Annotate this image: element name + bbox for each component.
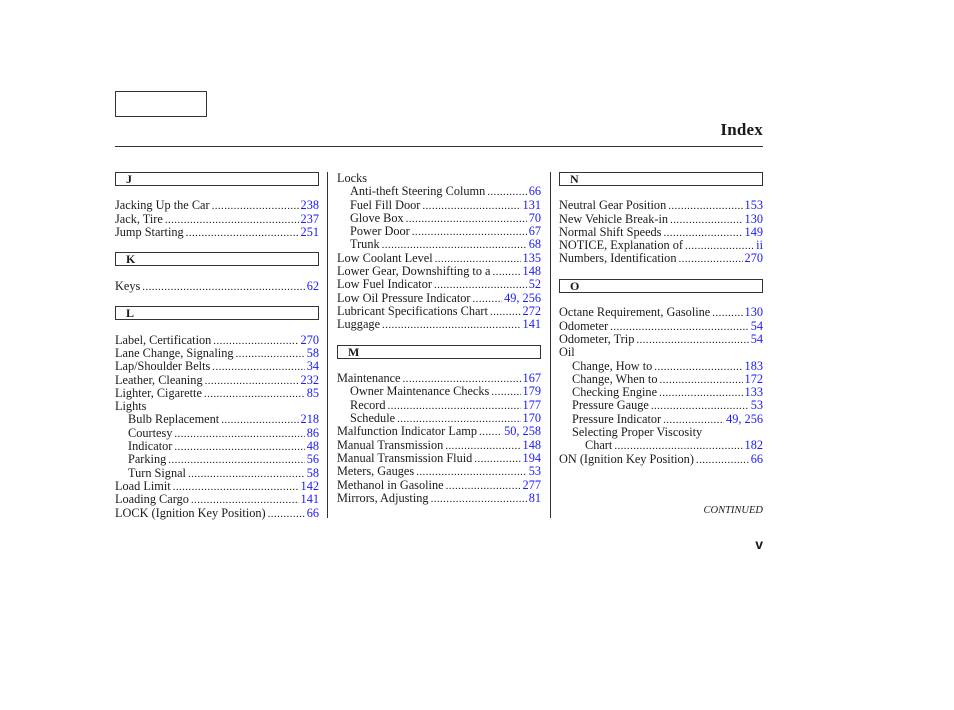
- page-reference-link[interactable]: 232: [300, 372, 319, 387]
- entry-label: Record: [350, 397, 386, 412]
- spacer: [337, 359, 541, 372]
- dot-leader: [491, 385, 520, 398]
- dot-leader: [397, 412, 520, 425]
- index-entry[interactable]: [559, 213, 763, 226]
- index-entry[interactable]: [559, 199, 763, 212]
- entry-label: Pressure Indicator: [572, 411, 662, 426]
- dot-leader: [712, 306, 742, 319]
- entry-label: Change, When to: [572, 371, 658, 386]
- entry-label: Low Coolant Level: [337, 250, 433, 265]
- entry-label: Selecting Proper Viscosity: [572, 425, 703, 440]
- page-reference-link[interactable]: 183: [744, 358, 763, 373]
- index-entry[interactable]: [115, 334, 319, 347]
- page-reference-link[interactable]: 148: [522, 437, 541, 452]
- dot-leader: [186, 226, 299, 239]
- index-entry[interactable]: [337, 292, 541, 305]
- dot-leader: [445, 439, 520, 452]
- page-reference-link[interactable]: 67: [528, 224, 541, 239]
- page-reference-link[interactable]: 218: [300, 412, 319, 427]
- entry-label: Label, Certification: [115, 332, 212, 347]
- page-reference-link[interactable]: 277: [522, 477, 541, 492]
- letter-heading: K: [115, 252, 319, 266]
- page-reference-link[interactable]: 237: [300, 211, 319, 226]
- entry-label: Normal Shift Speeds: [559, 224, 662, 239]
- page-reference-link[interactable]: 50, 258: [504, 424, 541, 439]
- dot-leader: [173, 480, 299, 493]
- page-reference-link[interactable]: 270: [744, 251, 763, 266]
- entry-label: Lane Change, Signaling: [115, 345, 234, 360]
- spacer: [115, 320, 319, 333]
- entry-label: Maintenance: [337, 371, 401, 386]
- index-entry[interactable]: [337, 265, 541, 278]
- dot-leader: [422, 199, 520, 212]
- page-reference-link[interactable]: 272: [522, 303, 541, 318]
- page-reference-link[interactable]: 66: [750, 451, 763, 466]
- dot-leader: [487, 185, 526, 198]
- page-reference-link[interactable]: 131: [522, 197, 541, 212]
- page-reference-link[interactable]: 177: [522, 397, 541, 412]
- dot-leader: [696, 453, 749, 466]
- page-reference-link[interactable]: 251: [300, 224, 319, 239]
- index-entry[interactable]: [337, 399, 541, 412]
- entry-label: Manual Transmission Fluid: [337, 450, 473, 465]
- dot-leader: [142, 280, 304, 293]
- page-reference-link[interactable]: 68: [528, 237, 541, 252]
- dot-leader: [654, 360, 742, 373]
- page-reference-link[interactable]: 54: [750, 331, 763, 346]
- dot-leader: [174, 427, 304, 440]
- entry-label: Neutral Gear Position: [559, 198, 667, 213]
- column-divider: [327, 172, 328, 518]
- page-reference-link[interactable]: 149: [744, 224, 763, 239]
- entry-label: Malfunction Indicator Lamp: [337, 424, 478, 439]
- index-entry[interactable]: [337, 225, 541, 238]
- index-entry[interactable]: [337, 385, 541, 398]
- entry-label: Oil: [559, 345, 575, 360]
- entry-label: Jack, Tire: [115, 211, 163, 226]
- dot-leader: [663, 413, 724, 426]
- dot-leader: [412, 225, 527, 238]
- entry-label: Locks: [337, 171, 368, 185]
- spacer: [115, 239, 319, 252]
- page-reference-link[interactable]: ii: [756, 238, 763, 253]
- index-entry[interactable]: [337, 252, 541, 265]
- index-entry[interactable]: [559, 386, 763, 399]
- index-entry[interactable]: [559, 239, 763, 252]
- column-divider: [550, 172, 551, 518]
- header-tab-box: [115, 91, 207, 117]
- index-entry[interactable]: [337, 492, 541, 505]
- index-entry[interactable]: [115, 280, 319, 293]
- entry-label: Pressure Gauge: [572, 398, 649, 413]
- dot-leader: [435, 252, 521, 265]
- index-entry[interactable]: [559, 413, 763, 426]
- index-entry[interactable]: [115, 360, 319, 373]
- dot-leader: [212, 360, 304, 373]
- index-entry[interactable]: [115, 493, 319, 506]
- dot-leader: [474, 452, 520, 465]
- spacer: [115, 186, 319, 199]
- entry-label: LOCK (Ignition Key Position): [115, 505, 266, 520]
- dot-leader: [678, 252, 742, 265]
- index-entry[interactable]: [559, 360, 763, 373]
- index-entry[interactable]: [559, 373, 763, 386]
- page-reference-link[interactable]: 270: [300, 332, 319, 347]
- page-reference-link[interactable]: 66: [528, 184, 541, 199]
- page-reference-link[interactable]: 238: [300, 198, 319, 213]
- dot-leader: [660, 373, 743, 386]
- page-reference-link[interactable]: 130: [744, 211, 763, 226]
- entry-label: Anti-theft Steering Column: [350, 184, 486, 199]
- dot-leader: [174, 440, 304, 453]
- page-reference-link[interactable]: 49, 256: [726, 411, 763, 426]
- entry-label: New Vehicle Break-in: [559, 211, 669, 226]
- entry-label: Luggage: [337, 317, 381, 332]
- dot-leader: [188, 467, 305, 480]
- spacer: [559, 186, 763, 199]
- dot-leader: [165, 213, 299, 226]
- entry-label: Methanol in Gasoline: [337, 477, 444, 492]
- entry-label: Keys: [115, 278, 141, 293]
- page-reference-link[interactable]: 62: [306, 278, 319, 293]
- entry-label: Turn Signal: [128, 465, 186, 480]
- entry-label: Parking: [128, 452, 167, 467]
- index-entry[interactable]: [559, 226, 763, 239]
- entry-label: Courtesy: [128, 425, 173, 440]
- index-heading: [559, 346, 763, 359]
- index-entry[interactable]: [115, 440, 319, 453]
- dot-leader: [212, 199, 299, 212]
- index-column-1: [115, 172, 319, 520]
- index-entry[interactable]: [559, 399, 763, 412]
- index-entry[interactable]: [115, 467, 319, 480]
- index-entry[interactable]: [337, 412, 541, 425]
- dot-leader: [221, 413, 298, 426]
- dot-leader: [434, 278, 527, 291]
- entry-label: Loading Cargo: [115, 492, 189, 507]
- dot-leader: [403, 372, 521, 385]
- index-entry[interactable]: [559, 320, 763, 333]
- entry-label: Bulb Replacement: [128, 412, 220, 427]
- dot-leader: [479, 425, 502, 438]
- index-entry[interactable]: [337, 278, 541, 291]
- dot-leader: [382, 238, 527, 251]
- page-reference-link[interactable]: 170: [522, 411, 541, 426]
- index-entry[interactable]: [115, 226, 319, 239]
- dot-leader: [416, 465, 527, 478]
- entry-label: Numbers, Identification: [559, 251, 677, 266]
- entry-label: Chart: [585, 438, 613, 453]
- page-reference-link[interactable]: 86: [306, 425, 319, 440]
- page-reference-link[interactable]: 52: [528, 277, 541, 292]
- header-rule: [115, 146, 763, 147]
- page-reference-link[interactable]: 54: [750, 318, 763, 333]
- index-entry[interactable]: [559, 453, 763, 466]
- entry-label: Indicator: [128, 439, 173, 454]
- index-entry[interactable]: [115, 480, 319, 493]
- page-reference-link[interactable]: 172: [744, 371, 763, 386]
- index-entry[interactable]: [559, 333, 763, 346]
- page-reference-link[interactable]: 135: [522, 250, 541, 265]
- page-reference-link[interactable]: 130: [744, 305, 763, 320]
- page-reference-link[interactable]: 153: [744, 198, 763, 213]
- index-entry[interactable]: [337, 318, 541, 331]
- page-reference-link[interactable]: 53: [750, 398, 763, 413]
- index-entry[interactable]: [115, 387, 319, 400]
- index-heading: [115, 400, 319, 413]
- letter-heading: L: [115, 306, 319, 320]
- page-reference-link[interactable]: 66: [306, 505, 319, 520]
- entry-label: Fuel Fill Door: [350, 197, 421, 212]
- dot-leader: [204, 387, 305, 400]
- index-heading: [337, 172, 541, 185]
- dot-leader: [614, 439, 742, 452]
- page-reference-link[interactable]: 58: [306, 345, 319, 360]
- dot-leader: [236, 347, 305, 360]
- dot-leader: [685, 239, 754, 252]
- entry-label: ON (Ignition Key Position): [559, 451, 694, 466]
- index-entry[interactable]: [337, 305, 541, 318]
- letter-heading: M: [337, 345, 541, 359]
- index-heading: [559, 426, 763, 439]
- continued-note: CONTINUED: [703, 505, 763, 516]
- letter-heading: N: [559, 172, 763, 186]
- index-entry[interactable]: [115, 413, 319, 426]
- index-entry[interactable]: [337, 452, 541, 465]
- dot-leader: [490, 305, 521, 318]
- entry-label: Load Limit: [115, 478, 171, 493]
- page-reference-link[interactable]: 34: [306, 359, 319, 374]
- entry-label: Lights: [115, 399, 147, 414]
- dot-leader: [651, 399, 749, 412]
- index-entry[interactable]: [115, 213, 319, 226]
- entry-label: Trunk: [350, 237, 380, 252]
- entry-label: Odometer, Trip: [559, 331, 635, 346]
- entry-label: Mirrors, Adjusting: [337, 490, 429, 505]
- entry-label: Jacking Up the Car: [115, 198, 210, 213]
- index-entry[interactable]: [337, 212, 541, 225]
- dot-leader: [191, 493, 299, 506]
- index-column-3: [559, 172, 763, 466]
- letter-heading: O: [559, 279, 763, 293]
- index-entry[interactable]: [115, 453, 319, 466]
- index-column-2: [337, 172, 541, 505]
- entry-label: Meters, Gauges: [337, 464, 415, 479]
- index-entry[interactable]: [115, 199, 319, 212]
- entry-label: Owner Maintenance Checks: [350, 384, 490, 399]
- dot-leader: [663, 226, 742, 239]
- index-entry[interactable]: [115, 427, 319, 440]
- spacer: [115, 266, 319, 279]
- entry-label: Checking Engine: [572, 385, 658, 400]
- index-entry[interactable]: [337, 199, 541, 212]
- index-entry[interactable]: [337, 439, 541, 452]
- entry-label: Odometer: [559, 318, 609, 333]
- entry-label: Octane Requirement, Gasoline: [559, 305, 711, 320]
- spacer: [115, 293, 319, 306]
- page-reference-link[interactable]: 85: [306, 385, 319, 400]
- entry-label: Manual Transmission: [337, 437, 444, 452]
- spacer: [559, 266, 763, 279]
- dot-leader: [268, 507, 305, 520]
- page-number: v: [755, 536, 763, 552]
- entry-label: Schedule: [350, 411, 396, 426]
- index-entry[interactable]: [115, 347, 319, 360]
- page-reference-link[interactable]: 133: [744, 385, 763, 400]
- dot-leader: [670, 213, 743, 226]
- entry-label: Change, How to: [572, 358, 653, 373]
- page-reference-link[interactable]: 141: [300, 492, 319, 507]
- page-reference-link[interactable]: 182: [744, 438, 763, 453]
- entry-label: Lower Gear, Downshifting to a: [337, 264, 491, 279]
- index-entry[interactable]: [337, 425, 541, 438]
- dot-leader: [636, 333, 748, 346]
- page-reference-link[interactable]: 48: [306, 439, 319, 454]
- index-entry[interactable]: [559, 252, 763, 265]
- spacer: [337, 332, 541, 345]
- page-reference-link[interactable]: 53: [528, 464, 541, 479]
- entry-label: NOTICE, Explanation of: [559, 238, 683, 253]
- entry-label: Power Door: [350, 224, 410, 239]
- page-reference-link[interactable]: 194: [522, 450, 541, 465]
- entry-label: Lubricant Specifications Chart: [337, 303, 488, 318]
- dot-leader: [659, 386, 743, 399]
- page-reference-link[interactable]: 148: [522, 264, 541, 279]
- page-reference-link[interactable]: 142: [300, 478, 319, 493]
- page-reference-link[interactable]: 81: [528, 490, 541, 505]
- entry-label: Glove Box: [350, 210, 404, 225]
- dot-leader: [473, 292, 503, 305]
- index-entry[interactable]: [337, 479, 541, 492]
- letter-heading: J: [115, 172, 319, 186]
- page-reference-link[interactable]: 141: [522, 317, 541, 332]
- index-entry[interactable]: [559, 306, 763, 319]
- page-reference-link[interactable]: 179: [522, 384, 541, 399]
- index-entry[interactable]: [115, 507, 319, 520]
- dot-leader: [493, 265, 521, 278]
- page-reference-link[interactable]: 49, 256: [504, 290, 541, 305]
- spacer: [559, 293, 763, 306]
- entry-label: Lap/Shoulder Belts: [115, 359, 211, 374]
- dot-leader: [406, 212, 527, 225]
- dot-leader: [168, 453, 304, 466]
- dot-leader: [431, 492, 527, 505]
- entry-label: Leather, Cleaning: [115, 372, 203, 387]
- index-entry[interactable]: [115, 374, 319, 387]
- dot-leader: [382, 318, 521, 331]
- index-entry[interactable]: [337, 372, 541, 385]
- dot-leader: [668, 199, 742, 212]
- page-reference-link[interactable]: 58: [306, 465, 319, 480]
- dot-leader: [205, 374, 299, 387]
- entry-label: Lighter, Cigarette: [115, 385, 202, 400]
- dot-leader: [213, 334, 298, 347]
- entry-label: Low Fuel Indicator: [337, 277, 432, 292]
- entry-label: Jump Starting: [115, 224, 184, 239]
- page-reference-link[interactable]: 56: [306, 452, 319, 467]
- page-title: Index: [720, 120, 763, 139]
- page-reference-link[interactable]: 70: [528, 210, 541, 225]
- page-reference-link[interactable]: 167: [522, 371, 541, 386]
- dot-leader: [388, 399, 521, 412]
- index-entry[interactable]: [337, 185, 541, 198]
- index-entry[interactable]: [559, 439, 763, 452]
- dot-leader: [610, 320, 749, 333]
- index-entry[interactable]: [337, 465, 541, 478]
- dot-leader: [446, 479, 521, 492]
- index-entry[interactable]: [337, 238, 541, 251]
- entry-label: Low Oil Pressure Indicator: [337, 290, 471, 305]
